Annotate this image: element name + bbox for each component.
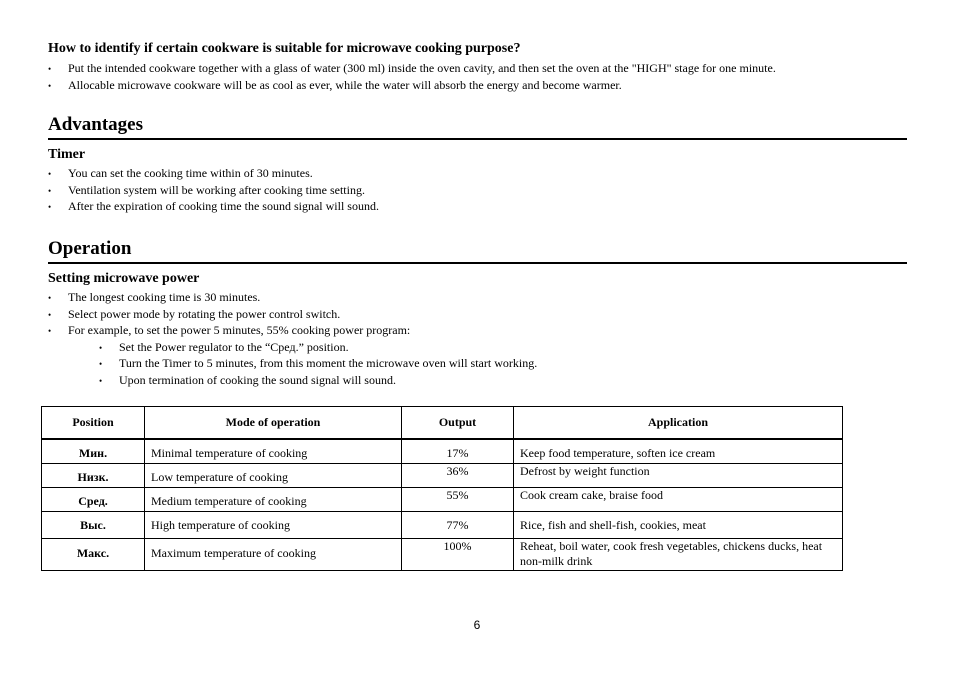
- header-position: Position: [42, 407, 145, 440]
- list-item: • Ventilation system will be working after cooking time setting.: [48, 182, 907, 199]
- operation-list: [48, 289, 907, 339]
- table-row: [42, 439, 843, 463]
- list-item: • Put the intended cookware together with a glass of water (300 ml) inside the oven cavity, and then set the oven at the "HIGH" stage for one minute.: [48, 60, 907, 77]
- cell-position: Низк.: [42, 463, 145, 487]
- power-table: [41, 406, 843, 571]
- cell-application: Keep food temperature, soften ice cream: [514, 439, 843, 463]
- cell-position: Сред.: [42, 487, 145, 511]
- cell-mode: Maximum temperature of cooking: [145, 538, 402, 570]
- table-row: [42, 487, 843, 511]
- list-item: • For example, to set the power 5 minutes, 55% cooking power program:: [48, 322, 907, 339]
- list-item: • Turn the Timer to 5 minutes, from this moment the microwave oven will start working.: [99, 355, 907, 372]
- list-item: • Set the Power regulator to the “Сред.” position.: [99, 339, 907, 356]
- list-item: • The longest cooking time is 30 minutes.: [48, 289, 907, 306]
- page-number: 6: [473, 618, 481, 632]
- cell-output: 55%: [402, 487, 514, 511]
- cell-application: Rice, fish and shell-fish, cookies, meat: [514, 511, 843, 538]
- cell-output: 77%: [402, 511, 514, 538]
- cell-output: 17%: [402, 439, 514, 463]
- list-item: • You can set the cooking time within of 30 minutes.: [48, 165, 907, 182]
- cell-output: 100%: [402, 538, 514, 570]
- section-heading-operation: Operation: [48, 237, 907, 264]
- cell-position: Мин.: [42, 439, 145, 463]
- header-output: Output: [402, 407, 514, 440]
- list-item: • Allocable microwave cookware will be as cool as ever, while the water will absorb the energy and become warmer.: [48, 77, 907, 94]
- subheading-power: Setting microwave power: [48, 270, 200, 286]
- subheading-timer: Timer: [48, 147, 86, 163]
- cell-position: Выс.: [42, 511, 145, 538]
- document-page: [48, 40, 907, 389]
- operation-sublist: [99, 339, 907, 389]
- cell-application: Defrost by weight function: [514, 463, 843, 487]
- list-item: • After the expiration of cooking time the sound signal will sound.: [48, 198, 907, 215]
- list-item: • Select power mode by rotating the power control switch.: [48, 306, 907, 323]
- table-row: [42, 538, 843, 570]
- cell-mode: High temperature of cooking: [145, 511, 402, 538]
- cell-mode: Medium temperature of cooking: [145, 487, 402, 511]
- cell-mode: Minimal temperature of cooking: [145, 439, 402, 463]
- cell-position: Макс.: [42, 538, 145, 570]
- section-heading-advantages: Advantages: [48, 113, 907, 140]
- cell-application: Reheat, boil water, cook fresh vegetables, chickens ducks, heat non-milk drink: [514, 538, 843, 570]
- advantages-list: [48, 165, 907, 215]
- list-item: • Upon termination of cooking the sound signal will sound.: [99, 372, 907, 389]
- header-mode: Mode of operation: [145, 407, 402, 440]
- intro-title: How to identify if certain cookware is suitable for microwave cooking purpose?: [48, 41, 521, 56]
- cell-output: 36%: [402, 463, 514, 487]
- table-header-row: [42, 407, 843, 440]
- table-row: [42, 511, 843, 538]
- intro-list: [48, 60, 907, 93]
- cell-application: Cook cream cake, braise food: [514, 487, 843, 511]
- header-application: Application: [514, 407, 843, 440]
- cell-mode: Low temperature of cooking: [145, 463, 402, 487]
- table-row: [42, 463, 843, 487]
